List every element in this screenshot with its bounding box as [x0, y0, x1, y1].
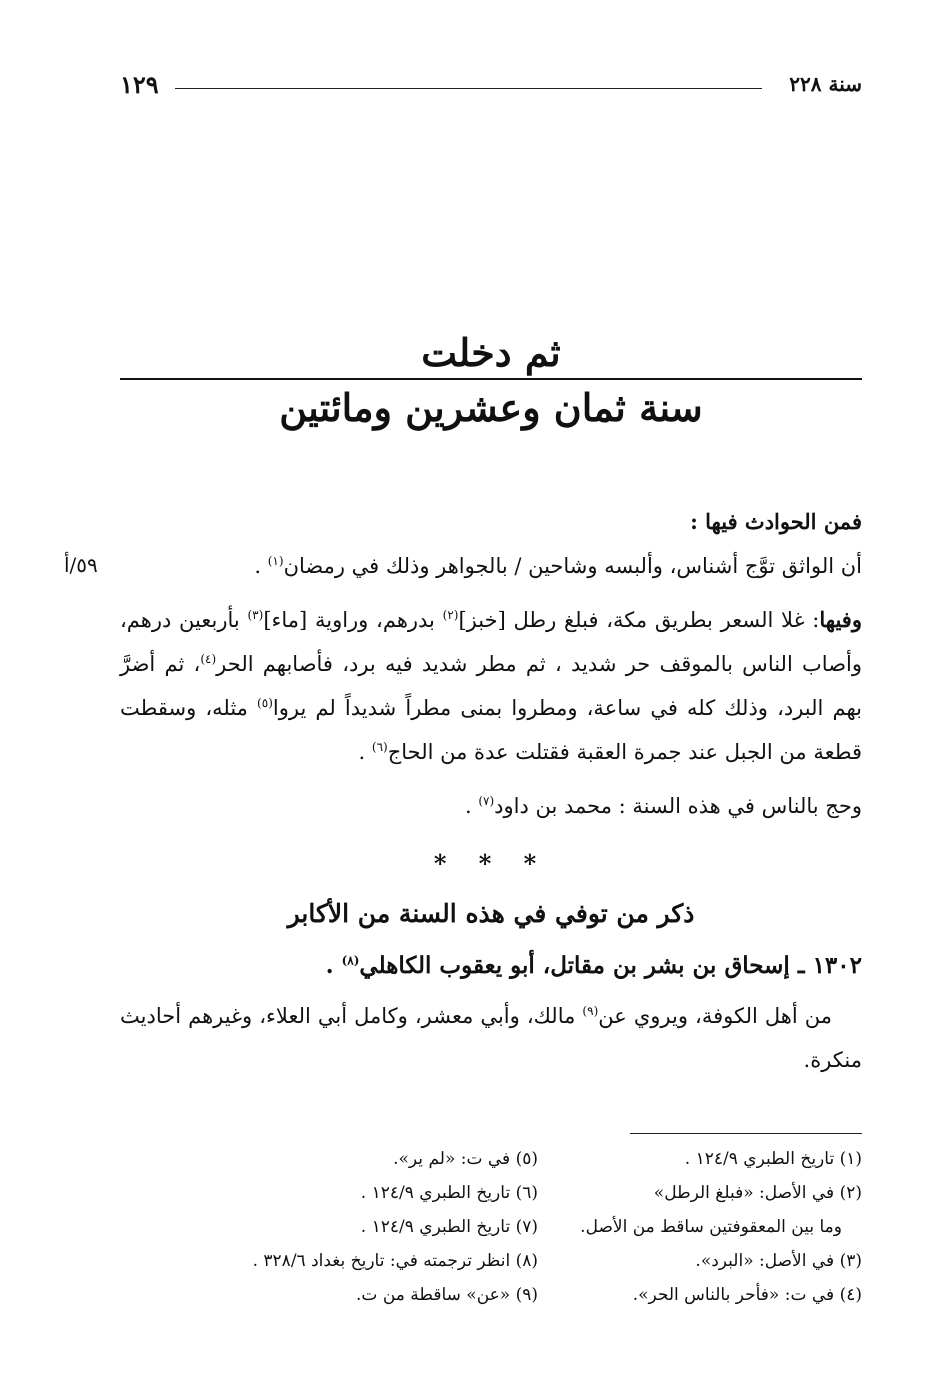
running-title: سنة ٢٢٨: [789, 72, 862, 96]
event1-text: أن الواثق توَّج أشناس، وألبسه وشاحين / بالجواهر وذلك في رمضان: [283, 554, 862, 578]
footnote-ref: (٩): [582, 1004, 599, 1018]
page-header: [120, 70, 862, 100]
footnote-2: (٢) في الأصل: «فبلغ الرطل»: [653, 1183, 862, 1203]
section-separator: * * *: [433, 849, 549, 878]
hajj-paragraph: [120, 784, 862, 828]
page-number: ١٢٩: [120, 70, 159, 99]
biography-entry-heading: [120, 944, 862, 988]
biography-entry-text: [120, 994, 862, 1082]
entry-head-end: .: [325, 952, 342, 979]
para2-text-b: بدرهم، وراوية [ماء]: [263, 608, 443, 632]
para2-end: .: [358, 740, 372, 764]
event-paragraph-2: [120, 598, 862, 774]
footnote-ref: (٦): [371, 740, 388, 754]
hajj-text: وحج بالناس في هذه السنة : محمد بن داود: [494, 794, 862, 818]
footnote-6: (٦) تاريخ الطبري ١٢٤/٩ .: [360, 1183, 538, 1203]
footnote-8: (٨) انظر ترجمته في: تاريخ بغداد ٣٢٨/٦ .: [252, 1251, 538, 1271]
event-paragraph-1: [120, 544, 862, 588]
footnote-ref: (١): [267, 554, 284, 568]
footnote-5: (٥) في ت: «لم ير».: [393, 1149, 538, 1169]
footnote-7: (٧) تاريخ الطبري ١٢٤/٩ .: [360, 1217, 538, 1237]
entry-text-b: مالك، وأبي معشر، وكامل أبي العلاء، وغيرهم أحاديث منكرة.: [120, 1004, 862, 1072]
main-text: [120, 500, 862, 1082]
event1-end: .: [254, 554, 268, 578]
footnote-ref: (٤): [200, 652, 217, 666]
footnote-3: (٣) في الأصل: «البرد».: [695, 1251, 862, 1271]
entry-text-a: من أهل الكوفة، ويروي عن: [598, 1004, 832, 1028]
events-intro: فمن الحوادث فيها :: [690, 509, 862, 534]
footnotes-left-column: [198, 1142, 538, 1312]
title-rule: [120, 378, 862, 380]
chapter-title-line2: سنة ثمان وعشرين ومائتين: [279, 385, 703, 430]
footnote-ref: (٢): [442, 608, 459, 622]
hajj-end: .: [464, 794, 479, 818]
para2-lead: وفيها: [819, 607, 862, 632]
footnote-ref: (٥): [257, 696, 273, 710]
footnote-ref: (٨): [341, 953, 360, 968]
footnote-9: (٩) «عن» ساقطة من ت.: [356, 1285, 538, 1305]
chapter-title-line1: ثم دخلت: [421, 330, 561, 375]
entry-head-text: ١٣٠٢ ـ إسحاق بن بشر بن مقاتل، أبو يعقوب الكاهلي: [359, 952, 862, 979]
footnotes-right-column: [562, 1142, 862, 1312]
manuscript-folio-note: ٥٩/أ: [64, 553, 98, 577]
header-rule: [175, 88, 762, 89]
para2-text-e: مثله، وسقطت قطعة من الجبل عند جمرة العقبة فقتلت عدة من الحاج: [120, 696, 862, 764]
footnote-rule: [630, 1133, 862, 1134]
footnote-2-continuation: وما بين المعقوفتين ساقط من الأصل.: [580, 1217, 842, 1237]
para2-text-d: ، ثم أضرَّ بهم البرد، وذلك كله في ساعة، ومطروا بمنى مطراً شديداً لم يروا: [120, 652, 862, 720]
footnote-ref: (٣): [247, 608, 264, 622]
footnote-4: (٤) في ت: «فأحر بالناس الحر».: [632, 1285, 862, 1305]
para2-text-c: بأربعين درهم، وأصاب الناس بالموقف حر شديد ، ثم مطر شديد فيه برد، فأصابهم الحر: [120, 608, 863, 676]
para2-text-a: : غلا السعر بطريق مكة، فبلغ رطل [خبز]: [458, 608, 820, 632]
footnote-1: (١) تاريخ الطبري ١٢٤/٩ .: [684, 1149, 862, 1169]
footnote-ref: (٧): [478, 794, 495, 808]
deaths-heading: ذكر من توفي في هذه السنة من الأكابر: [287, 899, 695, 928]
